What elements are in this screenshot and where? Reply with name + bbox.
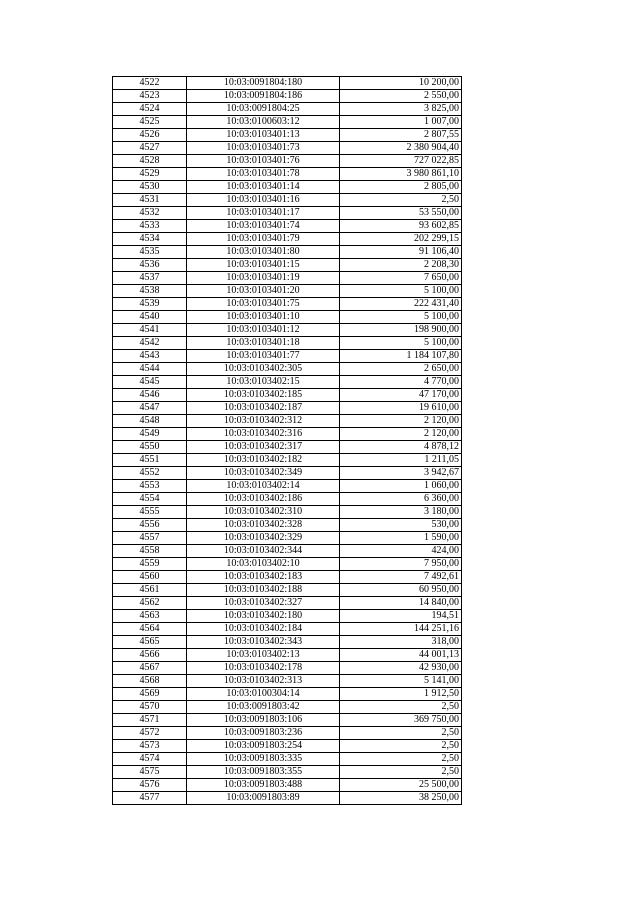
table-row [113, 779, 462, 792]
table-row [113, 753, 462, 766]
cadastral-number: 10:03:0100603:12 [187, 116, 340, 129]
amount-value: 10 200,00 [340, 77, 462, 90]
cadastral-number: 10:03:0103402:327 [187, 597, 340, 610]
cadastral-number: 10:03:0103401:16 [187, 194, 340, 207]
table-row [113, 649, 462, 662]
cadastral-number: 10:03:0103402:186 [187, 493, 340, 506]
cadastral-number: 10:03:0103402:344 [187, 545, 340, 558]
row-number: 4531 [113, 194, 187, 207]
cadastral-number: 10:03:0103402:317 [187, 441, 340, 454]
cadastral-number: 10:03:0103401:13 [187, 129, 340, 142]
amount-value: 194,51 [340, 610, 462, 623]
row-number: 4555 [113, 506, 187, 519]
amount-value: 3 180,00 [340, 506, 462, 519]
cadastral-number: 10:03:0103402:183 [187, 571, 340, 584]
table-row [113, 584, 462, 597]
table-row [113, 441, 462, 454]
amount-value: 222 431,40 [340, 298, 462, 311]
table-row [113, 480, 462, 493]
cadastral-number: 10:03:0103402:14 [187, 480, 340, 493]
table-row [113, 155, 462, 168]
row-number: 4553 [113, 480, 187, 493]
row-number: 4568 [113, 675, 187, 688]
table-row [113, 350, 462, 363]
cadastral-number: 10:03:0103402:312 [187, 415, 340, 428]
amount-value: 2 120,00 [340, 415, 462, 428]
table-row [113, 194, 462, 207]
table-row [113, 168, 462, 181]
row-number: 4570 [113, 701, 187, 714]
row-number: 4545 [113, 376, 187, 389]
row-number: 4569 [113, 688, 187, 701]
table-row [113, 688, 462, 701]
table-row [113, 90, 462, 103]
cadastral-number: 10:03:0103401:18 [187, 337, 340, 350]
table-row [113, 207, 462, 220]
cadastral-number: 10:03:0103402:188 [187, 584, 340, 597]
row-number: 4527 [113, 142, 187, 155]
table-row [113, 181, 462, 194]
amount-value: 2 120,00 [340, 428, 462, 441]
amount-value: 198 900,00 [340, 324, 462, 337]
row-number: 4547 [113, 402, 187, 415]
row-number: 4564 [113, 623, 187, 636]
amount-value: 60 950,00 [340, 584, 462, 597]
amount-value: 5 141,00 [340, 675, 462, 688]
cadastral-number: 10:03:0103402:184 [187, 623, 340, 636]
table-row [113, 662, 462, 675]
row-number: 4551 [113, 454, 187, 467]
amount-value: 42 930,00 [340, 662, 462, 675]
table-row [113, 545, 462, 558]
table-row [113, 467, 462, 480]
amount-value: 4 878,12 [340, 441, 462, 454]
table-row [113, 77, 462, 90]
cadastral-number: 10:03:0103401:80 [187, 246, 340, 259]
row-number: 4543 [113, 350, 187, 363]
table-row [113, 532, 462, 545]
row-number: 4562 [113, 597, 187, 610]
table-row [113, 558, 462, 571]
row-number: 4575 [113, 766, 187, 779]
amount-value: 202 299,15 [340, 233, 462, 246]
row-number: 4573 [113, 740, 187, 753]
amount-value: 424,00 [340, 545, 462, 558]
cadastral-number: 10:03:0103402:15 [187, 376, 340, 389]
row-number: 4571 [113, 714, 187, 727]
table-row [113, 324, 462, 337]
amount-value: 93 602,85 [340, 220, 462, 233]
amount-value: 5 100,00 [340, 337, 462, 350]
cadastral-number: 10:03:0100304:14 [187, 688, 340, 701]
row-number: 4524 [113, 103, 187, 116]
row-number: 4550 [113, 441, 187, 454]
cadastral-number: 10:03:0091803:42 [187, 701, 340, 714]
amount-value: 44 001,13 [340, 649, 462, 662]
row-number: 4549 [113, 428, 187, 441]
amount-value: 530,00 [340, 519, 462, 532]
row-number: 4576 [113, 779, 187, 792]
cadastral-number: 10:03:0103402:182 [187, 454, 340, 467]
cadastral-number: 10:03:0103402:328 [187, 519, 340, 532]
registry-table [112, 76, 462, 805]
table-row [113, 259, 462, 272]
cadastral-number: 10:03:0103402:349 [187, 467, 340, 480]
table-row [113, 116, 462, 129]
row-number: 4523 [113, 90, 187, 103]
table-row [113, 285, 462, 298]
row-number: 4533 [113, 220, 187, 233]
row-number: 4577 [113, 792, 187, 805]
table-row [113, 714, 462, 727]
row-number: 4537 [113, 272, 187, 285]
row-number: 4563 [113, 610, 187, 623]
cadastral-number: 10:03:0103401:19 [187, 272, 340, 285]
table-row [113, 220, 462, 233]
amount-value: 2,50 [340, 753, 462, 766]
row-number: 4541 [113, 324, 187, 337]
cadastral-number: 10:03:0103402:343 [187, 636, 340, 649]
amount-value: 5 100,00 [340, 285, 462, 298]
table-row [113, 415, 462, 428]
amount-value: 53 550,00 [340, 207, 462, 220]
cadastral-number: 10:03:0091803:89 [187, 792, 340, 805]
amount-value: 91 106,40 [340, 246, 462, 259]
table-row [113, 610, 462, 623]
table-row [113, 623, 462, 636]
table-row [113, 363, 462, 376]
cadastral-number: 10:03:0103401:79 [187, 233, 340, 246]
row-number: 4561 [113, 584, 187, 597]
row-number: 4529 [113, 168, 187, 181]
cadastral-number: 10:03:0091803:488 [187, 779, 340, 792]
cadastral-number: 10:03:0091803:106 [187, 714, 340, 727]
row-number: 4572 [113, 727, 187, 740]
amount-value: 1 912,50 [340, 688, 462, 701]
amount-value: 727 022,85 [340, 155, 462, 168]
amount-value: 3 980 861,10 [340, 168, 462, 181]
amount-value: 7 650,00 [340, 272, 462, 285]
cadastral-number: 10:03:0103402:329 [187, 532, 340, 545]
cadastral-number: 10:03:0103401:75 [187, 298, 340, 311]
table-row [113, 454, 462, 467]
amount-value: 1 060,00 [340, 480, 462, 493]
row-number: 4534 [113, 233, 187, 246]
amount-value: 2 805,00 [340, 181, 462, 194]
amount-value: 2 650,00 [340, 363, 462, 376]
cadastral-number: 10:03:0091804:186 [187, 90, 340, 103]
cadastral-number: 10:03:0103401:15 [187, 259, 340, 272]
amount-value: 2 208,30 [340, 259, 462, 272]
amount-value: 5 100,00 [340, 311, 462, 324]
row-number: 4548 [113, 415, 187, 428]
amount-value: 6 360,00 [340, 493, 462, 506]
amount-value: 318,00 [340, 636, 462, 649]
row-number: 4530 [113, 181, 187, 194]
table-row [113, 597, 462, 610]
cadastral-number: 10:03:0103402:313 [187, 675, 340, 688]
row-number: 4560 [113, 571, 187, 584]
table-row [113, 493, 462, 506]
table-body [113, 77, 462, 805]
table-row [113, 766, 462, 779]
amount-value: 1 590,00 [340, 532, 462, 545]
table-row [113, 272, 462, 285]
amount-value: 19 610,00 [340, 402, 462, 415]
cadastral-number: 10:03:0103401:10 [187, 311, 340, 324]
amount-value: 1 184 107,80 [340, 350, 462, 363]
table-row [113, 571, 462, 584]
row-number: 4574 [113, 753, 187, 766]
amount-value: 1 211,05 [340, 454, 462, 467]
row-number: 4566 [113, 649, 187, 662]
amount-value: 2,50 [340, 727, 462, 740]
cadastral-number: 10:03:0091803:355 [187, 766, 340, 779]
amount-value: 2 380 904,40 [340, 142, 462, 155]
table-row [113, 727, 462, 740]
cadastral-number: 10:03:0103401:14 [187, 181, 340, 194]
cadastral-number: 10:03:0103402:180 [187, 610, 340, 623]
row-number: 4535 [113, 246, 187, 259]
table-row [113, 701, 462, 714]
amount-value: 2,50 [340, 740, 462, 753]
amount-value: 2,50 [340, 766, 462, 779]
cadastral-number: 10:03:0103402:187 [187, 402, 340, 415]
row-number: 4526 [113, 129, 187, 142]
row-number: 4542 [113, 337, 187, 350]
cadastral-number: 10:03:0091804:180 [187, 77, 340, 90]
row-number: 4567 [113, 662, 187, 675]
row-number: 4559 [113, 558, 187, 571]
table-row [113, 103, 462, 116]
table-row [113, 428, 462, 441]
table-row [113, 311, 462, 324]
row-number: 4525 [113, 116, 187, 129]
amount-value: 38 250,00 [340, 792, 462, 805]
table-row [113, 233, 462, 246]
amount-value: 1 007,00 [340, 116, 462, 129]
row-number: 4528 [113, 155, 187, 168]
table-row [113, 337, 462, 350]
cadastral-number: 10:03:0103401:77 [187, 350, 340, 363]
amount-value: 3 942,67 [340, 467, 462, 480]
amount-value: 144 251,16 [340, 623, 462, 636]
amount-value: 25 500,00 [340, 779, 462, 792]
amount-value: 2 807,55 [340, 129, 462, 142]
row-number: 4538 [113, 285, 187, 298]
cadastral-number: 10:03:0103402:13 [187, 649, 340, 662]
cadastral-number: 10:03:0103401:78 [187, 168, 340, 181]
table-row [113, 506, 462, 519]
cadastral-number: 10:03:0103402:310 [187, 506, 340, 519]
table-row [113, 519, 462, 532]
row-number: 4536 [113, 259, 187, 272]
table-row [113, 402, 462, 415]
row-number: 4539 [113, 298, 187, 311]
amount-value: 4 770,00 [340, 376, 462, 389]
amount-value: 14 840,00 [340, 597, 462, 610]
row-number: 4558 [113, 545, 187, 558]
row-number: 4532 [113, 207, 187, 220]
table-row [113, 792, 462, 805]
row-number: 4540 [113, 311, 187, 324]
row-number: 4544 [113, 363, 187, 376]
table-row [113, 389, 462, 402]
table-row [113, 142, 462, 155]
table-row [113, 129, 462, 142]
cadastral-number: 10:03:0103402:305 [187, 363, 340, 376]
amount-value: 369 750,00 [340, 714, 462, 727]
amount-value: 47 170,00 [340, 389, 462, 402]
row-number: 4552 [113, 467, 187, 480]
table-row [113, 246, 462, 259]
amount-value: 2,50 [340, 701, 462, 714]
cadastral-number: 10:03:0103401:20 [187, 285, 340, 298]
table-row [113, 376, 462, 389]
amount-value: 2 550,00 [340, 90, 462, 103]
cadastral-number: 10:03:0103401:74 [187, 220, 340, 233]
amount-value: 7 950,00 [340, 558, 462, 571]
table-row [113, 298, 462, 311]
row-number: 4565 [113, 636, 187, 649]
cadastral-number: 10:03:0103402:178 [187, 662, 340, 675]
table-row [113, 740, 462, 753]
row-number: 4554 [113, 493, 187, 506]
cadastral-number: 10:03:0091803:335 [187, 753, 340, 766]
cadastral-number: 10:03:0091804:25 [187, 103, 340, 116]
table-row [113, 675, 462, 688]
row-number: 4556 [113, 519, 187, 532]
row-number: 4557 [113, 532, 187, 545]
row-number: 4522 [113, 77, 187, 90]
cadastral-number: 10:03:0103401:17 [187, 207, 340, 220]
amount-value: 3 825,00 [340, 103, 462, 116]
cadastral-number: 10:03:0103401:12 [187, 324, 340, 337]
cadastral-number: 10:03:0103402:10 [187, 558, 340, 571]
row-number: 4546 [113, 389, 187, 402]
cadastral-number: 10:03:0103401:76 [187, 155, 340, 168]
amount-value: 7 492,61 [340, 571, 462, 584]
cadastral-number: 10:03:0091803:236 [187, 727, 340, 740]
cadastral-number: 10:03:0103401:73 [187, 142, 340, 155]
cadastral-number: 10:03:0091803:254 [187, 740, 340, 753]
table-row [113, 636, 462, 649]
amount-value: 2,50 [340, 194, 462, 207]
cadastral-number: 10:03:0103402:185 [187, 389, 340, 402]
cadastral-number: 10:03:0103402:316 [187, 428, 340, 441]
